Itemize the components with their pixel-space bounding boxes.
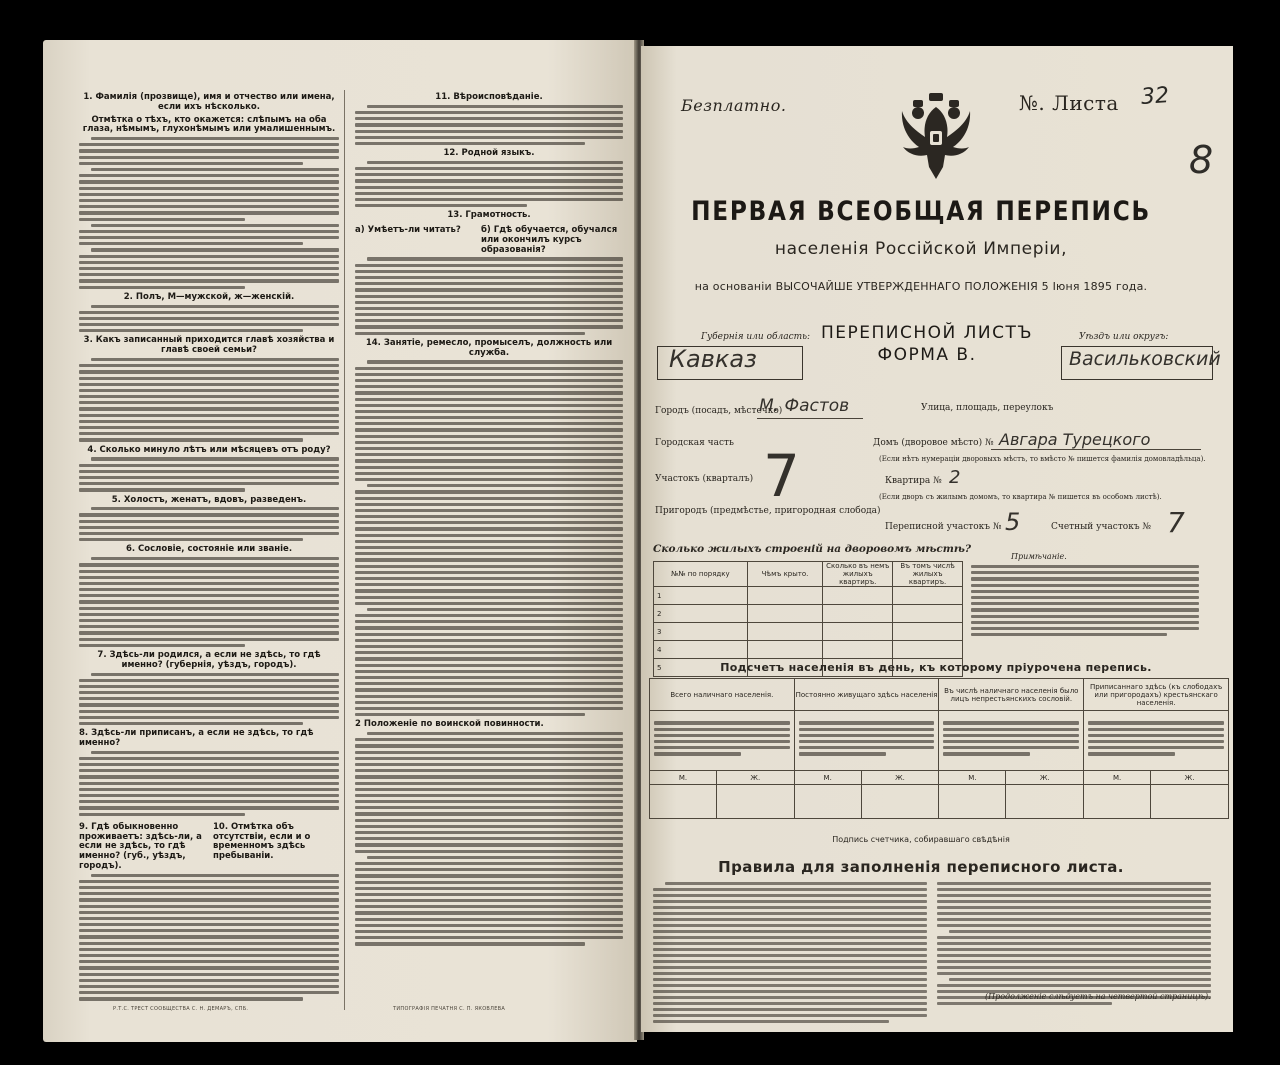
form-title-line-2: ФОРМА В. — [877, 345, 977, 366]
precinct-handwritten-7: 7 — [763, 442, 800, 510]
apartment-label: Квартира № — [885, 476, 942, 486]
heading-3: 3. Какъ записанный приходится главѣ хозяйства и главѣ своей семьи? — [83, 335, 335, 356]
counting-section-label: Счетный участокъ № — [1051, 522, 1151, 532]
buildings-row-number: 4 — [654, 641, 748, 659]
text-block — [355, 257, 623, 334]
buildings-row-number: 1 — [654, 587, 748, 605]
text-block — [79, 874, 339, 1001]
note-block — [971, 552, 1199, 640]
column-divider — [344, 90, 345, 1010]
text-block — [79, 137, 339, 289]
buildings-row-number: 5 — [654, 659, 748, 677]
district-label: Уѣздъ или округъ: — [1079, 332, 1169, 342]
district-value: Васильковский — [1069, 348, 1221, 370]
heading-1-note: Отмѣтка о тѣхъ, кто окажется: слѣпымъ на оба глаза, нѣмымъ, глухонѣмымъ или умалишеннымъ. — [82, 114, 336, 135]
buildings-row-number: 3 — [654, 623, 748, 641]
city-part-label: Городская часть — [655, 438, 734, 448]
count-male-header: М. — [794, 771, 861, 785]
city-underline — [757, 418, 863, 419]
free-of-charge-label: Безплатно. — [681, 96, 787, 115]
heading-8: 8. Здѣсь-ли приписанъ, а если не здѣсь, то гдѣ именно? — [79, 728, 314, 748]
count-male-header: М. — [939, 771, 1006, 785]
right-page — [641, 46, 1233, 1032]
printer-footer-right: ТИПОГРАФІЯ ПЕЧАТНЯ С. П. ЯКОВЛЕВА — [393, 1006, 506, 1012]
census-section-label: Переписной участокъ № — [885, 522, 1002, 532]
text-block — [79, 305, 339, 333]
sheet-number-label: №. Листа — [1019, 91, 1119, 115]
enumerator-signature-label: Подпись счетчика, собиравшаго свѣдѣнія — [832, 835, 1010, 844]
heading-7: 7. Здѣсь-ли родился, а если не здѣсь, то гдѣ именно? (губернія, уѣздъ, городъ). — [97, 649, 321, 670]
note-label: Примѣчаніе. — [1011, 552, 1067, 561]
city-label: Городъ (посадъ, мѣстечко) — [655, 406, 783, 416]
counting-section-value: 7 — [1167, 506, 1185, 539]
text-block — [79, 507, 339, 541]
heading-6: 6. Сословіе, состояніе или званіе. — [125, 544, 293, 555]
count-female-header: Ж. — [1006, 771, 1084, 785]
sheet-number-handwritten: 32 — [1140, 83, 1170, 110]
count-female-header: Ж. — [861, 771, 939, 785]
count-header-peasant: Приписаннаго здѣсь (къ слободахъ или пригородахъ) крестьянскаго населенія. — [1084, 679, 1229, 711]
count-male-header: М. — [650, 771, 717, 785]
form-title — [813, 322, 1041, 366]
heading-11: 11. Вѣроисповѣданіе. — [435, 92, 543, 102]
left-column-1 — [79, 90, 339, 1005]
apartment-value: 2 — [949, 467, 961, 488]
count-female-header: Ж. — [716, 771, 794, 785]
heading-10: 10. Отмѣтка объ отсутствіи, если и о временномъ здѣсь пребываніи. — [213, 821, 311, 862]
precinct-label: Участокъ (кварталъ) — [655, 474, 754, 484]
buildings-header-apartments: Сколько въ немъ жилыхъ квартиръ. — [823, 562, 893, 587]
city-value: М. Фастов — [759, 396, 850, 416]
count-header-nonpeasant: Въ числѣ наличнаго населенія было лицъ непрестьянскихъ сословій. — [939, 679, 1084, 711]
house-note: (Если нѣтъ нумераціи дворовыхъ мѣстъ, то вмѣсто № пишется фамилія домовладѣльца). — [879, 455, 1206, 463]
population-count-table — [649, 678, 1229, 819]
population-count-title: Подсчетъ населенія въ день, къ которому пріурочена перепись. — [720, 661, 1152, 674]
house-label: Домъ (дворовое мѣсто) № — [873, 438, 994, 448]
count-male-header: М. — [1084, 771, 1151, 785]
text-block — [79, 751, 339, 816]
left-page — [43, 40, 637, 1042]
buildings-table — [653, 561, 963, 677]
census-section-value: 5 — [1005, 508, 1021, 536]
house-underline — [991, 449, 1201, 450]
heading-4: 4. Сколько минуло лѣтъ или мѣсяцевъ отъ роду? — [87, 444, 331, 455]
census-title: ПЕРВАЯ ВСЕОБЩАЯ ПЕРЕПИСЬ — [691, 196, 1151, 227]
printer-footer-left: Р.Т.С. ТРЕСТ СООБЩЕСТВА С. Н. ДЕМАРЪ, СПБ. — [113, 1006, 249, 1012]
street-label: Улица, площадь, переулокъ — [921, 403, 1054, 413]
double-headed-eagle-icon — [899, 91, 973, 183]
text-block — [355, 732, 623, 946]
rules-title: Правила для заполненія переписного листа. — [718, 858, 1124, 876]
suburb-label: Пригородъ (предмѣстье, пригородная слобода) — [655, 506, 881, 516]
margin-handwritten-number: 8 — [1189, 138, 1214, 182]
text-block — [79, 673, 339, 726]
heading-14: 14. Занятіе, ремесло, промыселъ, должность или служба. — [365, 337, 613, 358]
note-text — [971, 565, 1199, 636]
heading-12: 12. Родной языкъ. — [443, 148, 535, 159]
buildings-header-number: №№ по порядку — [654, 562, 748, 587]
text-block — [355, 105, 623, 145]
heading-military: 2 Положеніе по воинской повинности. — [355, 719, 544, 730]
heading-13a: а) Умѣетъ-ли читать? — [355, 225, 461, 236]
house-value: Авгара Турецкого — [999, 430, 1151, 449]
text-block — [355, 161, 623, 208]
heading-2: 2. Полъ, М—мужской, ж—женскій. — [123, 291, 295, 302]
buildings-question: Сколько жилыхъ строеній на дворовомъ мѣстѣ? — [653, 543, 972, 555]
heading-9: 9. Гдѣ обыкновенно проживаетъ: здѣсь-ли, а если не здѣсь, то гдѣ именно? (губ., уѣздъ, городъ). — [79, 821, 202, 871]
apartment-note: (Если дворъ съ жилымъ домомъ, то квартира № пишется въ особомъ листѣ). — [879, 493, 1162, 501]
form-title-line-1: ПЕРЕПИСНОЙ ЛИСТЪ — [820, 323, 1034, 343]
buildings-header-roof: Чѣмъ крыто. — [747, 562, 823, 587]
heading-1: 1. Фамилія (прозвище), имя и отчество или имена, если ихъ нѣсколько. — [83, 92, 335, 112]
rules-column-2 — [937, 882, 1211, 1009]
province-label: Губернія или область: — [701, 332, 811, 342]
continued-note: (Продолженіе слѣдуетъ на четвертой страницѣ). — [985, 992, 1211, 1001]
census-legal-basis: на основаніи ВЫСОЧАЙШЕ УТВЕРЖДЕННАГО ПОЛОЖЕНІЯ 5 Іюня 1895 года. — [694, 280, 1148, 293]
buildings-header-residential: Въ томъ числѣ жилыхъ квартиръ. — [893, 562, 963, 587]
count-female-header: Ж. — [1151, 771, 1229, 785]
count-header-present: Всего наличнаго населенія. — [650, 679, 795, 711]
left-column-2 — [355, 90, 623, 950]
text-block — [79, 557, 339, 647]
rules-column-1 — [653, 882, 927, 1027]
census-subtitle: населенія Россійской Имперіи, — [774, 239, 1068, 259]
province-value: Кавказ — [669, 345, 757, 373]
text-block — [79, 457, 339, 491]
buildings-row-number: 2 — [654, 605, 748, 623]
text-block — [355, 360, 623, 716]
count-header-permanent: Постоянно живущаго здѣсь населенія — [794, 679, 939, 711]
heading-13: 13. Грамотность. — [447, 210, 531, 221]
heading-13b: б) Гдѣ обучается, обучался или окончилъ курсъ образованія? — [481, 225, 618, 255]
heading-5: 5. Холостъ, женатъ, вдовъ, разведенъ. — [111, 494, 307, 505]
text-block — [79, 358, 339, 442]
